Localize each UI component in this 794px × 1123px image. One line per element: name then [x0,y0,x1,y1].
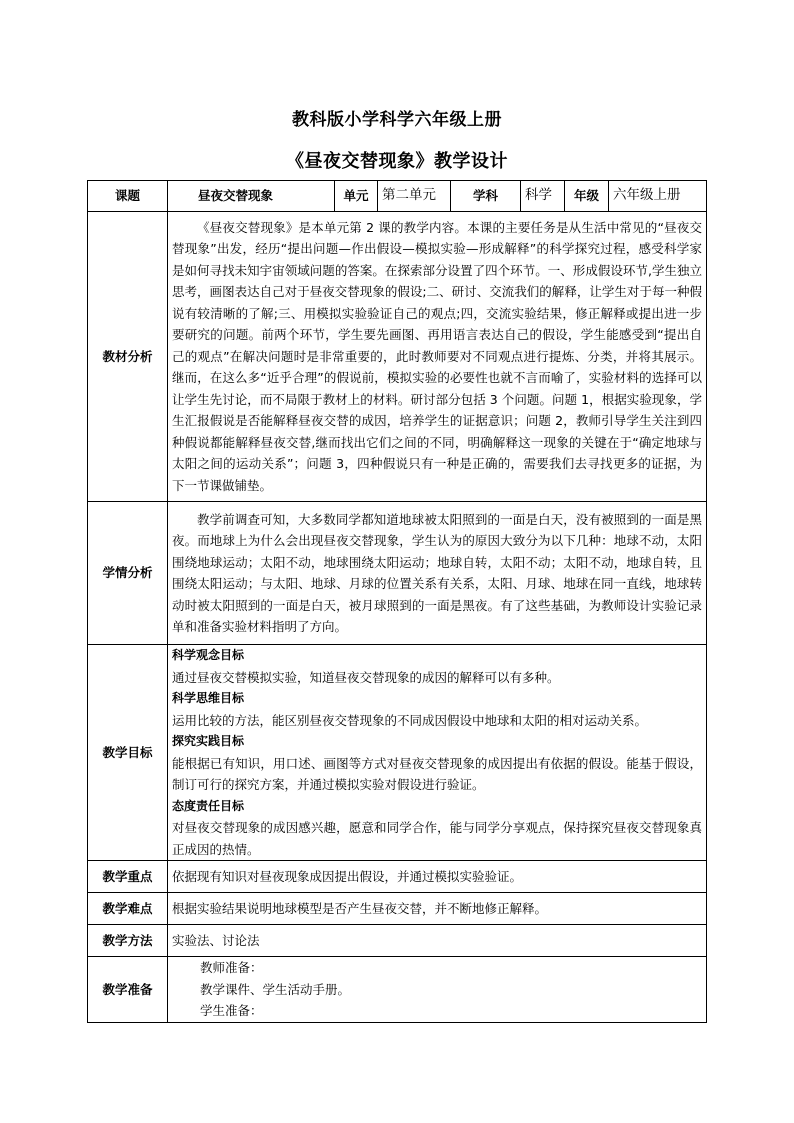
objectives-label: 教学目标 [88,645,168,861]
student-analysis-text: 教学前调查可知，大多数同学都知道地球被太阳照到的一面是白天，没有被照到的一面是黑夜。而地球上为什么会出现昼夜交替现象，学生认为的原因大致分为以下几种：地球不动，太阳围绕地球运动；太阳不动，地球围绕太阳运动；地球自转，太阳不动；太阳不动，地球自转，且围绕太阳运动；与太阳、地球、月球的位置关系有关系，太阳、月球、地球在同一直线，地球转动时被太阳照到的一面是白天，被月球照到的一面是黑夜。有了这些基础，为教师设计实验记录单和准备实验材料指明了方向。 [172,511,703,634]
method-row [88,925,707,957]
preparation-label: 教学准备 [88,957,168,1023]
thinking-text: 运用比较的方法，能区别昼夜交替现象的不同成因假设中地球和太阳的相对运动关系。 [172,712,648,728]
difficulty-text: 根据实验结果说明地球模型是否产生昼夜交替，并不断地修正解释。 [168,893,707,925]
grade-label: 年级 [565,181,609,212]
method-label: 教学方法 [88,925,168,957]
teacher-prep-items: 教学课件、学生活动手册。 [200,981,351,997]
document-title: 教科版小学科学六年级上册 [292,110,502,130]
key-point-label: 教学重点 [88,861,168,893]
topic-value: 昼夜交替现象 [168,181,335,212]
material-analysis-cell [168,212,707,502]
preparation-cell [168,957,707,1023]
material-analysis-text: 《昼夜交替现象》是本单元第 2 课的教学内容。本课的主要任务是从生活中常见的“昼夜交替现象”出发，经历“提出问题—作出假设—模拟实验—形成解释”的科学探究过程，感受科学家是如何寻找未知宇宙领域问题的答案。在探索部分设置了四个环节。一、形成假设环节,学生独立思考，画图表达自己对于昼夜交替现象的假设;二、研讨、交流我们的解释，让学生对于每一种假说有较清晰的了解;三、用模拟实验验证自己的观点;四，交流实验结果，修正解释或提出进一步要研究的问题。前两个环节，学生要先画图、再用语言表达自己的假设，学生能感受到“提出自己的观点”在解决问题时是非常重要的，此时教师要对不同观点进行提炼、分类，并将其展示。继而，在这么多“近乎合理”的假说前，模拟实验的必要性也就不言而喻了，实验材料的选择可以让学生先讨论，而不局限于教材上的材料。研讨部分包括 3 个问题。问题 1，根据实验现象，学生汇报假说是否能解释昼夜交替的成因，培养学生的证据意识；问题 2，教师引导学生关注到四种假说都能解释昼夜交替,继而找出它们之间的不同，明确解释这一现象的关键在于“确定地球与太阳之间的运动关系”；问题 3，四种假说只有一种是正确的，需要我们去寻找更多的证据，为下一节课做铺垫。 [172,219,703,493]
lesson-plan-table [87,180,707,1023]
attitude-heading: 态度责任目标 [172,798,245,813]
practice-text: 能根据已有知识，用口述、画图等方式对昼夜交替现象的成因提出有依据的假设。能基于假设，制订可行的探究方案，并通过模拟实验对假设进行验证。 [172,755,703,792]
thinking-heading: 科学思维目标 [172,691,245,705]
student-analysis-label: 学情分析 [88,502,168,645]
method-text: 实验法、讨论法 [168,925,707,957]
concept-text: 通过昼夜交替模拟实验，知道昼夜交替现象的成因的解释可以有多种。 [172,669,560,685]
objectives-row [88,645,707,861]
lesson-title: 《昼夜交替现象》教学设计 [286,151,508,172]
header-row [88,181,707,212]
teacher-prep-heading: 教师准备： [200,960,263,976]
student-analysis-cell [168,502,707,645]
material-analysis-row [88,212,707,502]
key-point-text: 依据现有知识对昼夜现象成因提出假设，并通过模拟实验验证。 [168,861,707,893]
difficulty-row [88,893,707,925]
attitude-text: 对昼夜交替现象的成因感兴趣，愿意和同学合作，能与同学分享观点，保持探究昼夜交替现象真正成因的热情。 [172,820,703,857]
difficulty-label: 教学难点 [88,893,168,925]
student-prep-heading: 学生准备： [200,1003,263,1019]
subject-value: 科学 [521,181,565,212]
unit-value: 第二单元 [378,181,451,212]
concept-heading: 科学观念目标 [172,648,245,662]
student-analysis-row [88,502,707,645]
subject-label: 学科 [451,181,521,212]
grade-value: 六年级上册 [609,181,707,212]
objectives-cell [168,645,707,861]
preparation-row [88,957,707,1023]
key-point-row [88,861,707,893]
material-analysis-label: 教材分析 [88,212,168,502]
practice-heading: 探究实践目标 [172,734,245,748]
topic-label: 课题 [88,181,168,212]
unit-label: 单元 [335,181,378,212]
